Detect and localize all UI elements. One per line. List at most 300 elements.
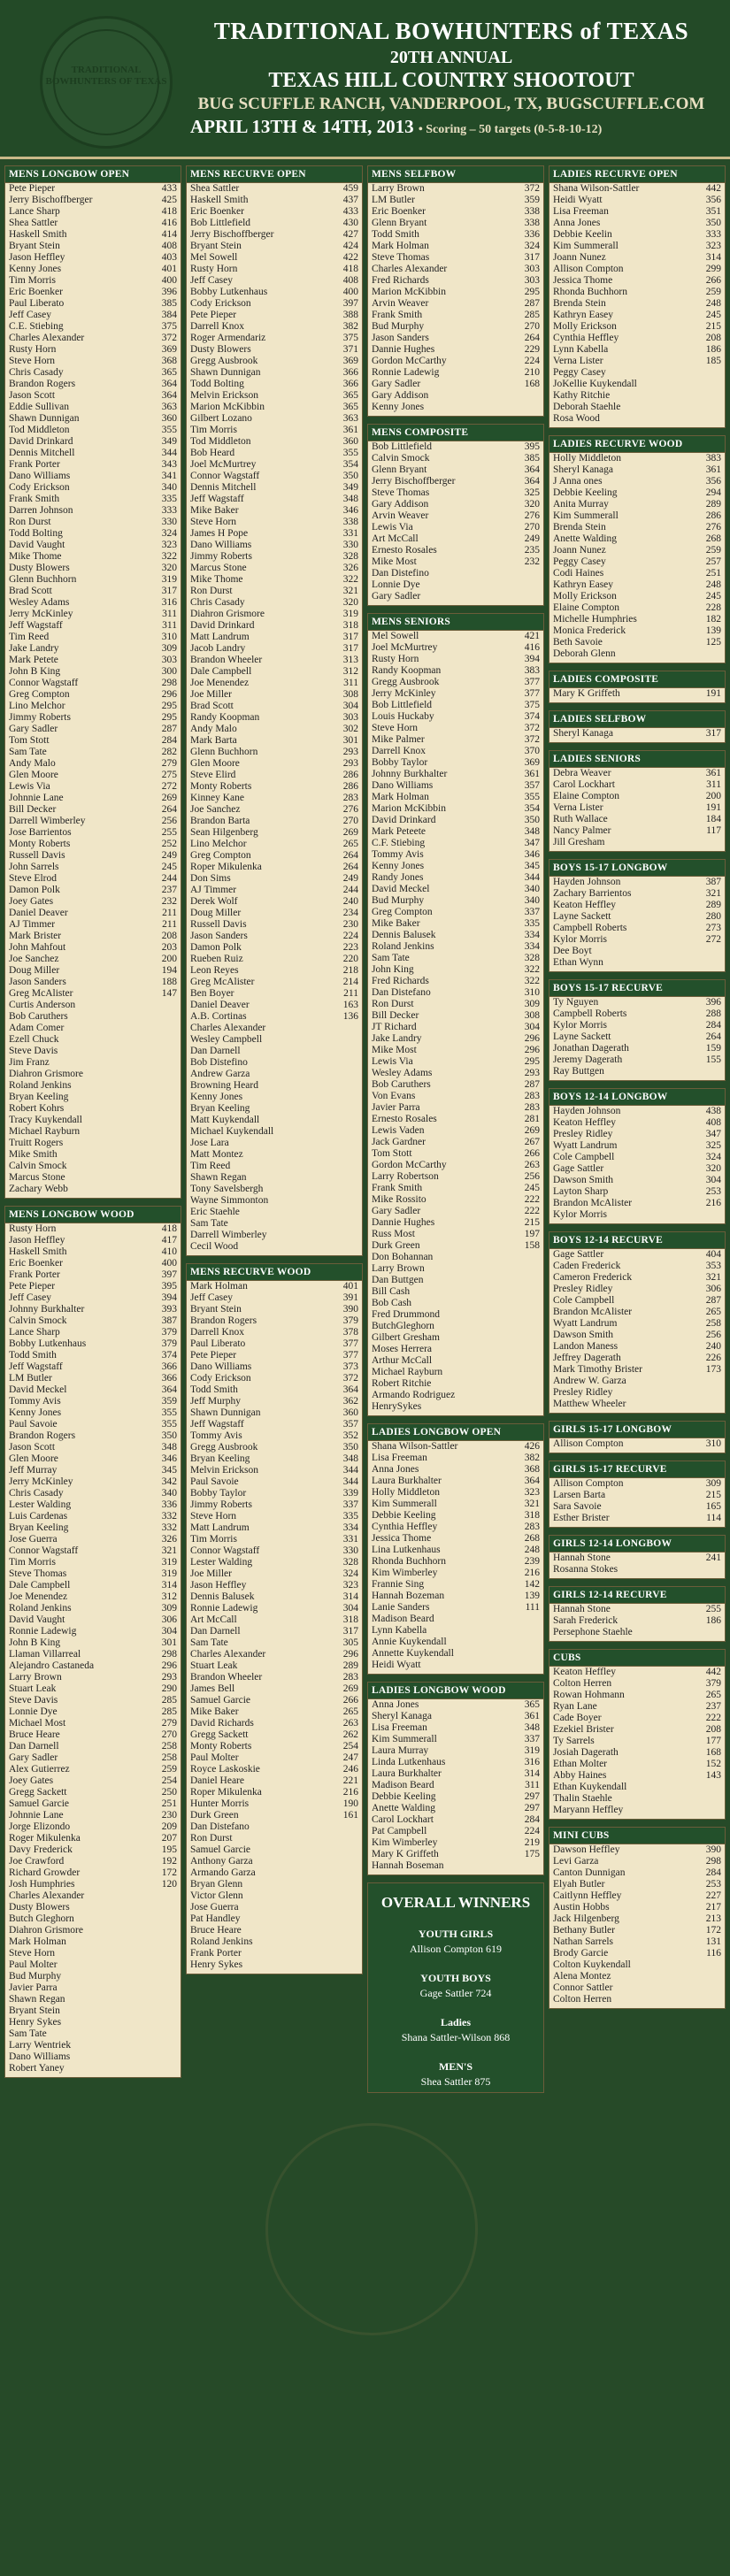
archer-name: Brad Scott (190, 701, 234, 711)
archer-name: Rhonda Buchhorn (372, 1556, 447, 1567)
archer-score: 350 (524, 815, 540, 825)
archer-score (696, 648, 721, 660)
result-row (187, 1092, 362, 1103)
result-row (5, 1603, 181, 1614)
archer-score: 383 (524, 665, 540, 676)
result-row (187, 839, 362, 850)
result-row (5, 1614, 181, 1626)
archer-name: Sheryl Kanaga (372, 1711, 433, 1721)
archer-score (334, 1890, 358, 1902)
archer-score (515, 1367, 540, 1378)
archer-score: 210 (524, 367, 540, 378)
archer-score: 391 (342, 1292, 358, 1303)
result-row (549, 1066, 725, 1077)
archer-name: Roper Mikulenka (190, 1787, 262, 1798)
section-cubs (549, 1649, 726, 1820)
archer-name: Eric Boenker (9, 1258, 63, 1269)
archer-score: 158 (524, 1240, 540, 1251)
archer-name: Charles Alexander (190, 1649, 266, 1660)
result-row (5, 252, 181, 264)
archer-name: Annie Kuykendall (372, 1637, 447, 1647)
archer-name: Roland Jenkins (372, 941, 434, 952)
result-row (187, 310, 362, 321)
archer-name: Layne Sackett (553, 911, 611, 922)
archer-name: Bob Littlefield (190, 218, 251, 228)
archer-name: Jeremy Dagerath (553, 1054, 623, 1065)
result-row (5, 1000, 181, 1011)
result-row (368, 1660, 543, 1671)
archer-name: Hannah Boseman (372, 1860, 444, 1871)
result-row (187, 1115, 362, 1126)
archer-name: Frank Porter (9, 1269, 60, 1280)
result-row (368, 252, 543, 264)
archer-name: John B King (9, 666, 61, 677)
result-row (368, 1321, 543, 1332)
archer-score (152, 1115, 177, 1126)
section-girls-15-17-recurve (549, 1460, 726, 1528)
archer-name: Mike Baker (190, 505, 239, 516)
archer-name: Jason Heffley (9, 252, 65, 263)
result-row (368, 1194, 543, 1206)
archer-name: Bryan Keeling (9, 1092, 69, 1102)
archer-name: Andy Malo (190, 724, 237, 734)
archer-name: Cynthia Heffley (372, 1522, 438, 1532)
archer-score: 248 (705, 579, 721, 590)
archer-name: Jacob Landry (190, 643, 246, 654)
result-row (368, 1791, 543, 1803)
archer-score: 316 (524, 1757, 540, 1767)
archer-score: 264 (342, 850, 358, 861)
archer-score: 325 (524, 487, 540, 498)
archer-score: 314 (524, 1768, 540, 1779)
archer-score: 303 (524, 264, 540, 274)
archer-score: 312 (342, 666, 358, 677)
archer-name: Russell Davis (9, 850, 65, 861)
archer-name: Dan Darnell (9, 1741, 59, 1752)
result-row (368, 803, 543, 815)
result-row (368, 1010, 543, 1022)
archer-name: Bobby Taylor (372, 757, 428, 768)
result-row (368, 1711, 543, 1722)
result-row (5, 1867, 181, 1879)
archer-score: 114 (706, 1513, 721, 1523)
archer-name: Melvin Erickson (190, 1465, 258, 1476)
result-row (187, 862, 362, 873)
result-row (5, 1080, 181, 1092)
archer-score: 270 (342, 816, 358, 826)
archer-score (152, 1080, 177, 1092)
result-row (5, 1069, 181, 1080)
result-row (368, 1114, 543, 1125)
archer-name: David Drinkard (190, 620, 255, 631)
archer-name: Hannah Stone (553, 1604, 611, 1614)
result-row (187, 1660, 362, 1672)
archer-name: Ty Sarrels (553, 1736, 595, 1746)
archer-name: Lester Walding (190, 1557, 253, 1568)
archer-name: Thalin Staehle (553, 1793, 612, 1804)
result-row (187, 425, 362, 436)
result-row (187, 206, 362, 218)
result-row (5, 1764, 181, 1775)
archer-score (515, 1614, 540, 1625)
section-ladies-recurve-open (549, 165, 726, 428)
archer-score: 344 (524, 872, 540, 883)
archer-score: 331 (342, 528, 358, 539)
archer-score: 340 (524, 884, 540, 894)
archer-name: Frank Smith (9, 494, 60, 504)
archer-score: 247 (342, 1752, 358, 1763)
result-row (368, 918, 543, 930)
result-row (368, 1079, 543, 1091)
section-title: MENS RECURVE WOOD (187, 1264, 362, 1281)
archer-name: Jason Heffley (190, 1580, 247, 1591)
archer-score: 268 (524, 1533, 540, 1544)
archer-score: 433 (161, 183, 177, 194)
archer-name: Gilbert Gresham (372, 1332, 440, 1343)
result-row (368, 356, 543, 367)
archer-name: Todd Smith (372, 229, 419, 240)
archer-name: LM Butler (372, 195, 415, 205)
archer-score: 321 (524, 1499, 540, 1509)
archer-score (515, 1637, 540, 1648)
result-row (187, 1879, 362, 1890)
archer-score: 303 (524, 275, 540, 286)
archer-name: Rowan Hohmann (553, 1690, 625, 1700)
archer-score: 372 (524, 183, 540, 194)
archer-score: 244 (342, 885, 358, 895)
archer-name: John B King (9, 1637, 61, 1648)
result-row (5, 1511, 181, 1522)
archer-name: Jerry McKinley (9, 609, 73, 619)
result-row (5, 574, 181, 586)
result-row (5, 528, 181, 540)
archer-score (696, 379, 721, 390)
result-row (368, 700, 543, 711)
archer-score: 283 (524, 1102, 540, 1113)
result-row (187, 597, 362, 609)
result-row (549, 1307, 725, 1318)
archer-score: 375 (161, 321, 177, 332)
archer-name: Annette Kuykendall (372, 1648, 454, 1659)
result-row (187, 1729, 362, 1741)
result-row (549, 252, 725, 264)
archer-name: Jerry Bischoffberger (372, 476, 456, 487)
result-row (5, 1281, 181, 1292)
archer-name: Steve Davis (9, 1695, 58, 1706)
archer-name: Kim Summerall (553, 241, 619, 251)
result-row (368, 1022, 543, 1033)
archer-name: Darrell Knox (190, 321, 244, 332)
result-row (368, 195, 543, 206)
result-row (187, 1057, 362, 1069)
result-row (549, 367, 725, 379)
archer-name: Fred Richards (372, 275, 429, 286)
archer-score: 335 (161, 494, 177, 504)
archer-name: Robert Kohrs (9, 1103, 65, 1114)
archer-score: 168 (705, 1747, 721, 1758)
result-row (187, 931, 362, 942)
archer-score: 296 (342, 1649, 358, 1660)
result-row (187, 252, 362, 264)
archer-score: 232 (161, 896, 177, 907)
archer-score: 321 (342, 586, 358, 596)
archer-score (152, 2063, 177, 2074)
archer-score: 355 (161, 1407, 177, 1418)
archer-score (152, 2017, 177, 2028)
archer-score: 289 (342, 1660, 358, 1671)
archer-name: John King (372, 964, 414, 975)
archer-score: 336 (161, 1499, 177, 1510)
watermark-logo (265, 2123, 478, 2335)
archer-name: Cole Campbell (553, 1295, 615, 1306)
archer-score: 373 (342, 1361, 358, 1372)
result-row (549, 1690, 725, 1701)
archer-score: 263 (342, 1718, 358, 1729)
result-row (5, 1115, 181, 1126)
archer-name: Kim Wimberley (372, 1837, 438, 1848)
archer-score: 268 (705, 533, 721, 544)
archer-name: Joann Nunez (553, 252, 606, 263)
result-row (5, 1235, 181, 1246)
result-row (368, 930, 543, 941)
result-row (549, 183, 725, 195)
result-row (5, 1384, 181, 1396)
archer-name: Jason Scott (9, 390, 56, 401)
archer-name: Lisa Freeman (553, 206, 609, 217)
archer-name: Dawson Smith (553, 1175, 614, 1185)
result-row (187, 1890, 362, 1902)
result-row (187, 942, 362, 954)
archer-score: 356 (705, 476, 721, 487)
archer-name: Tommy Avis (190, 1430, 242, 1441)
archer-score: 403 (161, 252, 177, 263)
archer-name: Paul Savoie (190, 1476, 239, 1487)
archer-name: Shawn Regan (190, 1172, 247, 1183)
result-row (368, 1768, 543, 1780)
archer-score: 285 (524, 310, 540, 320)
archer-name: Wyatt Landrum (553, 1140, 618, 1151)
section-mens-composite (367, 424, 544, 606)
archer-name: Durk Green (190, 1810, 239, 1821)
archer-name: Ronnie Ladewig (372, 367, 440, 378)
archer-name: Mike Baker (190, 1706, 239, 1717)
archer-name: Steve Horn (9, 1948, 56, 1959)
result-row (549, 568, 725, 579)
archer-name: Jessica Thome (372, 1533, 432, 1544)
archer-score: 323 (524, 1487, 540, 1498)
result-row (187, 1476, 362, 1488)
result-row (5, 413, 181, 425)
result-row (187, 1373, 362, 1384)
archer-name: Don Bohannan (372, 1252, 434, 1262)
result-row (549, 287, 725, 298)
archer-score (152, 2051, 177, 2063)
archer-score: 385 (524, 453, 540, 464)
archer-name: Lina Lutkenhaus (372, 1545, 441, 1555)
archer-score (515, 1860, 540, 1872)
result-row (368, 321, 543, 333)
result-row (368, 987, 543, 999)
result-row (187, 620, 362, 632)
archer-score: 120 (161, 1879, 177, 1890)
result-row (549, 825, 725, 837)
archer-score: 186 (705, 1615, 721, 1626)
archer-score (334, 1080, 358, 1092)
result-row (549, 791, 725, 802)
archer-name: Darrell Wimberley (9, 816, 86, 826)
archer-name: Jason Sanders (372, 333, 429, 343)
archer-score: 308 (342, 689, 358, 700)
date-text: APRIL 13TH & 14TH, 2013 (190, 116, 414, 137)
archer-score: 207 (161, 1833, 177, 1844)
result-row (549, 1971, 725, 1982)
archer-name: Bob Heard (190, 448, 235, 458)
archer-name: Hannah Stone (553, 1552, 611, 1563)
result-row (549, 1627, 725, 1638)
result-row (187, 275, 362, 287)
archer-score: 249 (161, 850, 177, 861)
archer-score (334, 1844, 358, 1856)
archer-name: Lynn Kabella (372, 1625, 427, 1636)
result-row (187, 1718, 362, 1729)
archer-score: 192 (161, 1856, 177, 1867)
archer-score (334, 1046, 358, 1057)
result-row (549, 625, 725, 637)
archer-name: Javier Parra (372, 1102, 420, 1113)
archer-name: Lewis Vaden (372, 1125, 425, 1136)
archer-score (152, 1948, 177, 1959)
result-row (187, 1230, 362, 1241)
archer-score (152, 1069, 177, 1080)
archer-score: 344 (342, 1476, 358, 1487)
archer-name: Mark Petete (9, 655, 58, 665)
archer-name: Rusty Horn (9, 1223, 57, 1234)
archer-score: 240 (705, 1341, 721, 1352)
archer-name: Debbie Keeling (372, 1791, 436, 1802)
archer-name: Kylor Morris (553, 1209, 608, 1220)
archer-score: 397 (161, 1269, 177, 1280)
result-row (5, 1138, 181, 1149)
archer-score (334, 1184, 358, 1195)
archer-name: Joe Miller (190, 1568, 232, 1579)
archer-score (152, 1092, 177, 1103)
archer-name: Jason Sanders (9, 977, 66, 987)
archer-score: 318 (524, 1510, 540, 1521)
result-row (5, 632, 181, 643)
result-row (187, 1195, 362, 1207)
result-row (549, 298, 725, 310)
result-row (5, 275, 181, 287)
archer-score: 245 (705, 591, 721, 602)
archer-score: 366 (161, 1361, 177, 1372)
archer-score: 297 (524, 1791, 540, 1802)
archer-name: Todd Smith (190, 1384, 238, 1395)
winner-name: Shana Sattler-Wilson 868 (401, 2031, 511, 2043)
archer-score: 348 (342, 1453, 358, 1464)
archer-score: 426 (524, 1441, 540, 1452)
result-row (368, 241, 543, 252)
result-row (187, 1172, 362, 1184)
archer-name: Ray Buttgen (553, 1066, 604, 1077)
archer-score (334, 1241, 358, 1253)
result-row (549, 1163, 725, 1175)
section-boys-15-17-longbow (549, 859, 726, 972)
archer-name: Ron Durst (372, 999, 414, 1009)
archer-name: Gage Sattler (553, 1249, 604, 1260)
result-row (187, 908, 362, 919)
archer-score: 265 (342, 1706, 358, 1717)
results-column-4 (549, 165, 726, 2016)
archer-score: 172 (705, 1925, 721, 1936)
archer-name: Roger Armendariz (190, 333, 266, 343)
result-row (5, 1172, 181, 1184)
archer-score (334, 1218, 358, 1230)
archer-score: 208 (705, 1724, 721, 1735)
archer-name: Andrew Garza (190, 1069, 250, 1079)
result-row (187, 827, 362, 839)
archer-name: Nancy Palmer (553, 825, 611, 836)
archer-score (334, 1092, 358, 1103)
archer-name: Marion McKibbin (190, 402, 265, 412)
archer-score (152, 2005, 177, 2017)
archer-name: Dennis Mitchell (9, 448, 75, 458)
archer-score (696, 1627, 721, 1638)
archer-name: Brandon Rogers (9, 1430, 76, 1441)
archer-name: Dawson Heffley (553, 1844, 620, 1855)
archer-name: Cecil Wood (190, 1241, 239, 1252)
archer-name: Bill Decker (9, 804, 57, 815)
archer-name: Dano Williams (9, 2051, 71, 2062)
archer-score (152, 1149, 177, 1161)
archer-name: Tom Stott (372, 1148, 412, 1159)
archer-name: Zachary Barrientos (553, 888, 632, 899)
result-row (549, 1805, 725, 1816)
archer-score (696, 1399, 721, 1410)
result-row (368, 654, 543, 665)
result-row (368, 1826, 543, 1837)
result-row (368, 287, 543, 298)
result-row (368, 1487, 543, 1499)
archer-score: 281 (524, 1114, 540, 1124)
result-row (5, 2028, 181, 2040)
archer-score (696, 1209, 721, 1221)
archer-name: Eric Boenker (372, 206, 426, 217)
archer-score (152, 1971, 177, 1982)
archer-name: Gary Addison (372, 499, 429, 510)
archer-score: 289 (705, 499, 721, 510)
section-ladies-selfbow (549, 710, 726, 743)
result-row (368, 1637, 543, 1648)
archer-score: 249 (342, 873, 358, 884)
archer-name: Landon Maness (553, 1341, 619, 1352)
archer-score: 257 (705, 556, 721, 567)
result-row (187, 1407, 362, 1419)
archer-name: Tim Morris (190, 1534, 237, 1545)
result-row (368, 1309, 543, 1321)
result-row (549, 321, 725, 333)
archer-score: 272 (705, 934, 721, 945)
archer-name: Bryan Keeling (190, 1103, 250, 1114)
archer-name: Johnny Burkhalter (372, 769, 448, 779)
venue-line: BUG SCUFFLE RANCH, VANDERPOOL, TX, BUGSCUFFLE.COM (197, 95, 705, 113)
section-girls-12-14-longbow (549, 1535, 726, 1579)
archer-name: Kathryn Easey (553, 310, 614, 320)
result-row (368, 1252, 543, 1263)
result-row (5, 1948, 181, 1959)
result-row (368, 379, 543, 390)
result-row (549, 453, 725, 464)
result-row (187, 344, 362, 356)
